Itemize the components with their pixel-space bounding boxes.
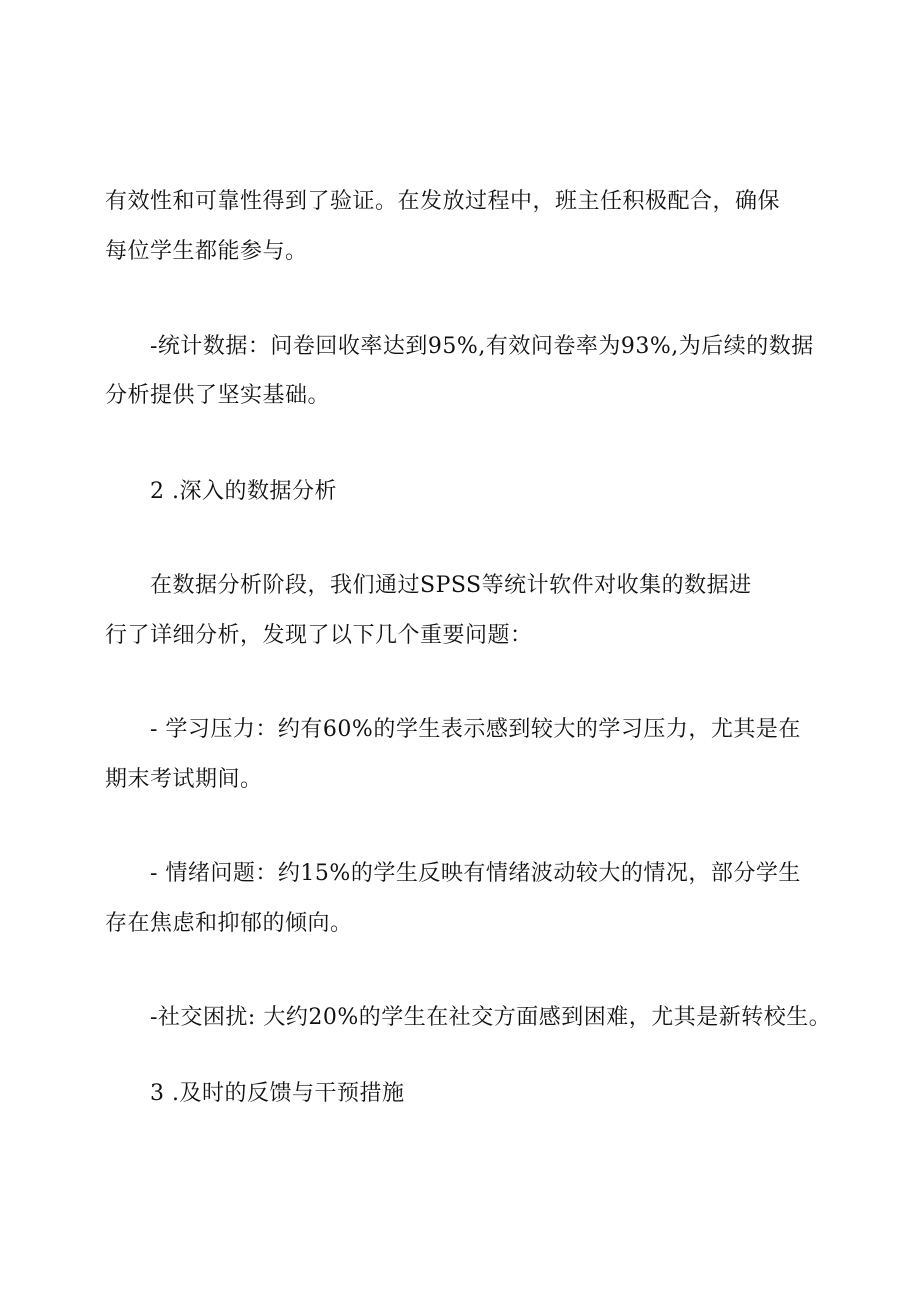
paragraph-line: 在数据分析阶段，我们通过SPSS等统计软件对收集的数据进 (150, 573, 752, 598)
paragraph-line: 行了详细分析，发现了以下几个重要问题： (105, 623, 533, 648)
paragraph-line: -社交困扰: 大约20%的学生在社交方面感到困难，尤其是新转校生。 (150, 1005, 832, 1030)
paragraph-line: - 学习压力：约有60%的学生表示感到较大的学习压力，尤其是在 (150, 717, 801, 742)
paragraph-line: 存在焦虑和抑郁的倾向。 (105, 911, 353, 936)
paragraph-line: 期末考试期间。 (105, 767, 263, 792)
section-heading: 3 .及时的反馈与干预措施 (150, 1081, 405, 1106)
paragraph-line: 有效性和可靠性得到了验证。在发放过程中，班主任积极配合，确保 (105, 189, 781, 214)
paragraph-line: 分析提供了坚实基础。 (105, 383, 331, 408)
paragraph-line: -统计数据：问卷回收率达到95%,有效问卷率为93%,为后续的数据 (150, 334, 814, 359)
paragraph-line: 每位学生都能参与。 (105, 239, 308, 264)
paragraph-line: - 情绪问题：约15%的学生反映有情绪波动较大的情况，部分学生 (150, 861, 801, 886)
section-heading: 2 .深入的数据分析 (150, 479, 337, 504)
